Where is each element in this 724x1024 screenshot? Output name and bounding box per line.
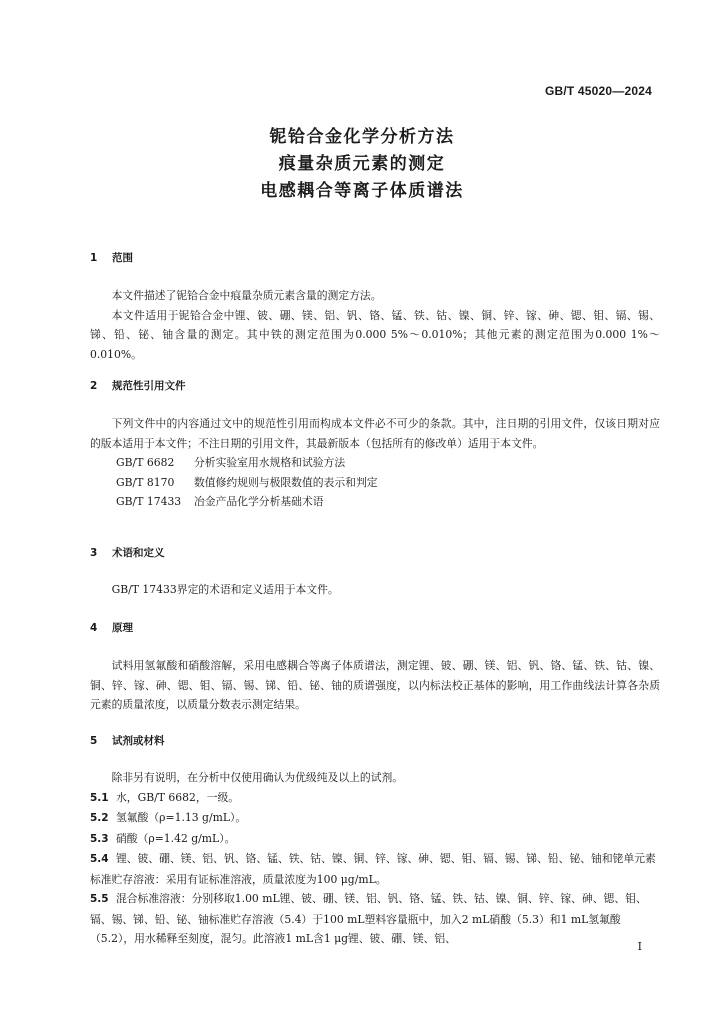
section-number: 4 [90, 622, 98, 634]
section-4 [90, 618, 660, 638]
section-1 [90, 248, 660, 268]
section-3-body [90, 580, 660, 600]
title-line-1: 铌铪合金化学分析方法 [269, 127, 455, 147]
section-title: 范围 [112, 252, 133, 264]
section-number: 2 [90, 380, 98, 392]
clause-text: 锂、铍、硼、镁、铝、钒、铬、锰、铁、钴、镍、铜、锌、镓、砷、锶、钼、镉、锡、锑、铅、铋、铀和铑单元素标准贮存溶液：采用有证标准溶液，质量浓度为100 μg/mL。 [90, 852, 656, 886]
section-heading [90, 543, 660, 563]
section-1-body [90, 286, 660, 364]
reference-item [90, 453, 660, 473]
reference-code: GB/T 6682 [116, 456, 175, 469]
paragraph: 除非另有说明，在分析中仅使用确认为优级纯及以上的试剂。 [111, 771, 404, 784]
clause-number: 5.4 [90, 853, 109, 865]
reference-item [90, 473, 660, 493]
clause-item [90, 889, 660, 949]
section-number: 3 [90, 547, 98, 559]
section-number: 5 [90, 735, 98, 747]
clause-number: 5.1 [90, 791, 109, 804]
section-heading [90, 376, 660, 396]
section-heading [90, 731, 660, 751]
document-title [0, 124, 724, 205]
clause-item [90, 788, 660, 809]
section-5-body [90, 768, 660, 949]
section-title: 试剂或材料 [112, 735, 165, 747]
reference-name: 数值修约规则与极限数值的表示和判定 [194, 475, 378, 489]
reference-item [90, 492, 660, 512]
clause-item [90, 849, 660, 889]
clause-number: 5.3 [90, 832, 109, 845]
title-line-2: 痕量杂质元素的测定 [278, 154, 446, 174]
paragraph: GB/T 17433界定的术语和定义适用于本文件。 [111, 583, 339, 596]
section-2 [90, 376, 660, 396]
clause-text: 混合标准溶液：分别移取1.00 mL锂、铍、硼、镁、铝、钒、铬、锰、铁、钴、镍、铜、锌、镓、砷、锶、钼、镉、锡、锑、铅、铋、铀标准贮存溶液（5.4）于100 mL塑料容量瓶中，加入2 mL硝酸（5.3）和1 mL氢氟酸（5.2），用水稀释至刻度，混匀。此溶液1 mL含1 μg锂、铍、硼、镁、铝、 [90, 892, 647, 945]
section-heading [90, 248, 660, 268]
paragraph: 本文件适用于铌铪合金中锂、铍、硼、镁、铝、钒、铬、锰、铁、钴、镍、铜、锌、镓、砷、锶、钼、镉、锡、锑、铅、铋、铀含量的测定。其中铁的测定范围为0.000 5%～0.010%；其他元素的测定范围为0.000 1%～0.010%。 [90, 308, 660, 361]
title-line-3: 电感耦合等离子体质谱法 [260, 181, 464, 201]
reference-name: 分析实验室用水规格和试验方法 [194, 456, 346, 469]
page-number: I [637, 940, 642, 953]
clause-number: 5.2 [90, 812, 109, 824]
clause-text: 硝酸（ρ=1.42 g/mL）。 [116, 831, 236, 845]
section-title: 原理 [112, 622, 133, 634]
section-3 [90, 543, 660, 563]
section-heading [90, 618, 660, 638]
reference-code: GB/T 17433 [116, 495, 182, 508]
section-2-body [90, 414, 660, 512]
paragraph: 试料用氢氟酸和硝酸溶解，采用电感耦合等离子体质谱法，测定锂、铍、硼、镁、铝、钒、铬、锰、铁、钴、镍、铜、锌、镓、砷、锶、钼、镉、锡、锑、铅、铋、铀的质谱强度，以内标法校正基体的影响，用工作曲线法计算各杂质元素的质量浓度，以质量分数表示测定结果。 [90, 659, 660, 711]
clause-number: 5.5 [90, 893, 109, 905]
section-title: 术语和定义 [112, 547, 165, 559]
standard-number: GB/T 45020—2024 [544, 84, 652, 98]
clause-text: 水，GB/T 6682，一级。 [116, 790, 240, 804]
section-number: 1 [90, 252, 98, 264]
paragraph: 下列文件中的内容通过文中的规范性引用而构成本文件必不可少的条款。其中，注日期的引用文件，仅该日期对应的版本适用于本文件；不注日期的引用文件，其最新版本（包括所有的修改单）适用于本文件。 [90, 417, 660, 450]
section-5 [90, 731, 660, 751]
clause-item [90, 808, 660, 829]
paragraph: 本文件描述了铌铪合金中痕量杂质元素含量的测定方法。 [111, 289, 382, 302]
reference-code: GB/T 8170 [116, 475, 175, 489]
section-4-body [90, 656, 660, 715]
clause-item [90, 829, 660, 850]
clause-text: 氢氟酸（ρ=1.13 g/mL）。 [116, 811, 247, 824]
section-title: 规范性引用文件 [112, 380, 186, 392]
reference-name: 冶金产品化学分析基础术语 [194, 495, 324, 508]
